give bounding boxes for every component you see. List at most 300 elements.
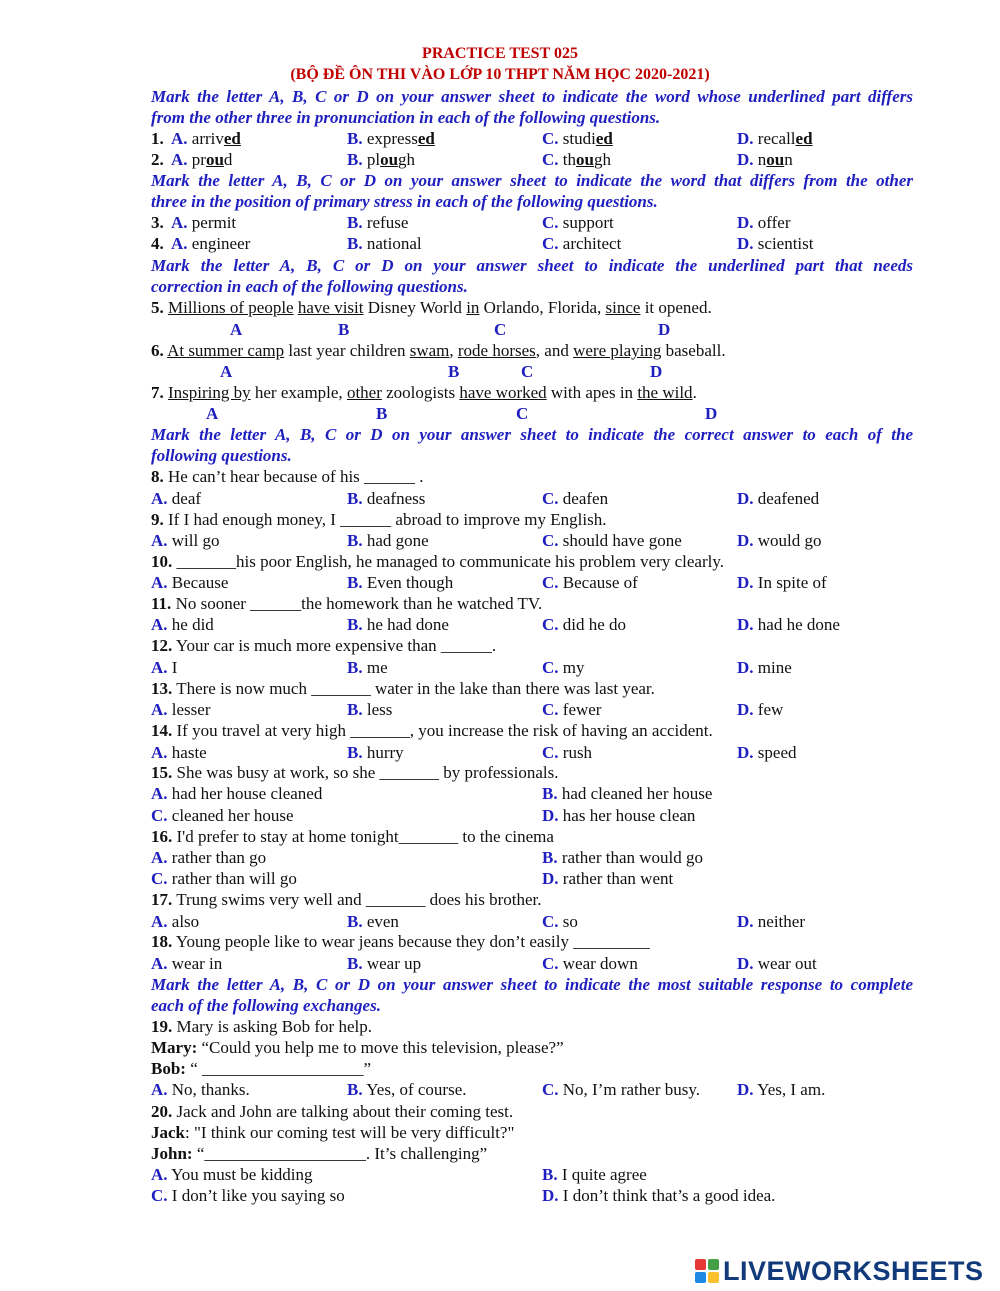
option-c[interactable] <box>542 530 682 551</box>
question-number: 4. <box>151 234 164 253</box>
underlined-part: ed <box>223 129 241 148</box>
instruction-correct-line1: Mark the letter A, B, C or D on your answer sheet to indicate the correct answer to each of the <box>151 425 913 444</box>
option-a[interactable] <box>151 657 177 678</box>
option-letter: D. <box>737 658 754 677</box>
option-text: so <box>562 912 578 931</box>
option-text: engineer <box>191 234 251 253</box>
option-letter: B. <box>347 213 363 232</box>
option-letter: D. <box>542 806 559 825</box>
option-letter: D. <box>737 150 754 169</box>
option-a[interactable] <box>151 1079 250 1100</box>
sentence-text: with apes in <box>546 383 638 402</box>
option-letter: A. <box>151 573 168 592</box>
option-letter: C. <box>542 573 559 592</box>
question-2 <box>151 149 913 170</box>
option-a[interactable] <box>151 783 322 804</box>
option-c[interactable] <box>542 742 592 763</box>
option-a[interactable] <box>171 212 236 233</box>
option-d[interactable] <box>737 614 840 635</box>
option-letter: A. <box>171 129 188 148</box>
option-letter: B. <box>347 234 363 253</box>
speaker-text: : "I think our coming test will be very difficult?" <box>185 1123 515 1142</box>
option-text: would go <box>757 531 822 550</box>
page-subtitle: (BỘ ĐỀ ÔN THI VÀO LỚP 10 THPT NĂM HỌC 2020-2021) <box>290 66 710 83</box>
question-12-stem <box>151 635 913 656</box>
option-text: lesser <box>171 700 211 719</box>
option-letter: A. <box>151 489 168 508</box>
question-number: 14. <box>151 721 173 740</box>
option-text: national <box>366 234 422 253</box>
option-text: permit <box>191 213 237 232</box>
option-text: wear out <box>757 954 817 973</box>
speaker-text: “Could you help me to move this television, please?” <box>197 1038 564 1057</box>
option-letter: B. <box>347 615 363 634</box>
sentence-text: , <box>449 341 458 360</box>
option-letter: A. <box>151 658 168 677</box>
option-letter: A. <box>151 848 168 867</box>
option-letter: C. <box>542 658 559 677</box>
option-a[interactable] <box>151 953 222 974</box>
option-d[interactable] <box>737 1079 825 1100</box>
instruction-stress-line2: three in the position of primary stress in each of the following questions. <box>151 192 658 211</box>
option-letter: D. <box>542 869 559 888</box>
option-b[interactable] <box>347 149 415 170</box>
option-letter: B. <box>347 129 363 148</box>
underlined-part: ou <box>576 150 594 169</box>
option-a[interactable] <box>151 699 211 720</box>
question-1 <box>151 128 913 149</box>
option-d[interactable] <box>542 1185 775 1206</box>
question-text: He can’t hear because of his ______ . <box>168 467 424 486</box>
instruction-pronunciation-line2: from the other three in pronunciation in each of the following questions. <box>151 108 661 127</box>
option-letter: A. <box>151 700 168 719</box>
speaker-name: John: <box>151 1144 193 1163</box>
option-letter: A. <box>151 615 168 634</box>
option-letter: D. <box>737 743 754 762</box>
label-c: C <box>516 404 529 423</box>
question-text: Mary is asking Bob for help. <box>176 1017 372 1036</box>
option-letter: B. <box>542 848 558 867</box>
option-d[interactable] <box>737 128 813 149</box>
logo-text: LIVEWORKSHEETS <box>723 1255 984 1286</box>
option-c[interactable] <box>542 572 638 593</box>
option-text: Because of <box>562 573 638 592</box>
option-a[interactable] <box>151 1164 313 1185</box>
option-a[interactable] <box>151 911 199 932</box>
underlined-part-b[interactable]: other <box>346 383 382 402</box>
page-title: PRACTICE TEST 025 <box>422 45 578 62</box>
option-letter: D. <box>737 129 754 148</box>
question-text: There is now much _______ water in the lake than there was last year. <box>176 679 655 698</box>
question-text: She was busy at work, so she _______ by professionals. <box>176 763 559 782</box>
question-number: 15. <box>151 763 173 782</box>
speaker-name: Mary: <box>151 1038 198 1057</box>
underlined-part: ed <box>595 129 613 148</box>
option-letter: C. <box>542 234 559 253</box>
option-letter: C. <box>542 1080 559 1099</box>
option-c[interactable] <box>542 953 638 974</box>
question-number: 9. <box>151 510 164 529</box>
question-number: 1. <box>151 129 164 148</box>
option-a[interactable] <box>151 572 228 593</box>
option-d[interactable] <box>737 530 822 551</box>
option-text: studi <box>562 129 596 148</box>
underlined-part-d[interactable]: since <box>605 298 641 317</box>
question-number: 19. <box>151 1017 173 1036</box>
option-letter: A. <box>151 1165 168 1184</box>
option-text: recall <box>757 129 796 148</box>
question-number: 18. <box>151 932 173 951</box>
option-text: had gone <box>366 531 429 550</box>
option-text: had cleaned her house <box>561 784 713 803</box>
underlined-part-d[interactable]: were playing <box>573 341 662 360</box>
option-letter: C. <box>542 129 559 148</box>
option-text: I don’t think that’s a good idea. <box>562 1186 776 1205</box>
option-a[interactable] <box>151 488 201 509</box>
option-text: th <box>562 150 577 169</box>
question-text: If you travel at very high _______, you increase the risk of having an accident. <box>176 721 713 740</box>
option-c[interactable] <box>542 911 578 932</box>
option-b[interactable] <box>347 572 453 593</box>
option-text: has her house clean <box>562 806 696 825</box>
question-number: 8. <box>151 467 164 486</box>
question-number: 12. <box>151 636 173 655</box>
question-text: Your car is much more expensive than ______. <box>175 636 497 655</box>
question-19-speaker-1 <box>151 1037 913 1058</box>
question-10-stem <box>151 551 913 572</box>
option-letter: D. <box>737 1080 754 1099</box>
question-text: Jack and John are talking about their coming test. <box>176 1102 514 1121</box>
option-a[interactable] <box>151 742 207 763</box>
option-text: rather than go <box>171 848 267 867</box>
instruction-pronunciation-line1: Mark the letter A, B, C or D on your answer sheet to indicate the word whose underlined part differs <box>151 87 913 106</box>
option-text: hurry <box>366 743 404 762</box>
option-letter: B. <box>347 700 363 719</box>
option-text: rush <box>562 743 593 762</box>
instruction-stress-line1: Mark the letter A, B, C or D on your answer sheet to indicate the word that differs from the other <box>151 171 913 190</box>
speaker-name: Bob: <box>151 1059 186 1078</box>
option-text: deafened <box>757 489 820 508</box>
option-letter: A. <box>151 784 168 803</box>
question-number: 20. <box>151 1102 173 1121</box>
option-letter: B. <box>347 1080 363 1099</box>
question-number: 5. <box>151 298 164 317</box>
option-c[interactable] <box>542 699 601 720</box>
option-c[interactable] <box>542 1079 700 1100</box>
question-19-speaker-2 <box>151 1058 913 1079</box>
label-b: B <box>448 362 460 381</box>
option-b[interactable] <box>542 847 703 868</box>
option-letter: C. <box>542 912 559 931</box>
option-d[interactable] <box>737 657 792 678</box>
option-letter: C. <box>542 531 559 550</box>
sentence-text: baseball. <box>661 341 726 360</box>
option-a[interactable] <box>151 614 214 635</box>
option-text: few <box>757 700 784 719</box>
option-letter: D. <box>737 234 754 253</box>
option-text: had he done <box>757 615 840 634</box>
option-b[interactable] <box>542 783 712 804</box>
option-letter: A. <box>171 234 188 253</box>
option-b[interactable] <box>347 614 449 635</box>
option-text: I don’t like you saying so <box>171 1186 345 1205</box>
option-c[interactable] <box>542 614 626 635</box>
option-letter: A. <box>151 743 168 762</box>
option-text: refuse <box>366 213 409 232</box>
option-text: n <box>784 150 793 169</box>
sentence-text: it opened. <box>640 298 712 317</box>
option-a[interactable] <box>151 530 219 551</box>
option-a[interactable] <box>171 233 250 254</box>
option-text: d <box>223 150 233 169</box>
question-18-stem <box>151 931 913 952</box>
question-number: 11. <box>151 594 172 613</box>
label-c: C <box>521 362 534 381</box>
underlined-part-d[interactable]: the wild <box>637 383 693 402</box>
option-d[interactable] <box>737 699 783 720</box>
option-d[interactable] <box>737 572 827 593</box>
question-number: 10. <box>151 552 173 571</box>
sentence-text: her example, <box>250 383 347 402</box>
option-text: pl <box>366 150 381 169</box>
option-c[interactable] <box>151 1185 345 1206</box>
label-b: B <box>338 320 350 339</box>
option-text: haste <box>171 743 207 762</box>
instruction-correct-line2: following questions. <box>151 446 292 465</box>
question-text: If I had enough money, I ______ abroad to improve my English. <box>168 510 607 529</box>
option-text: No, I’m rather busy. <box>562 1080 701 1099</box>
option-b[interactable] <box>347 911 399 932</box>
option-b[interactable] <box>347 1079 466 1100</box>
option-d[interactable] <box>737 953 817 974</box>
option-letter: D. <box>737 489 754 508</box>
option-text: wear up <box>366 954 422 973</box>
underlined-part: ed <box>795 129 813 148</box>
option-b[interactable] <box>347 128 435 149</box>
option-text: me <box>366 658 388 677</box>
label-a: A <box>220 362 233 381</box>
underlined-part-c[interactable]: have worked <box>459 383 547 402</box>
option-b[interactable] <box>347 233 422 254</box>
speaker-text: “ ___________________” <box>185 1059 372 1078</box>
option-letter: D. <box>737 531 754 550</box>
option-text: scientist <box>757 234 814 253</box>
underlined-part: ed <box>417 129 435 148</box>
underlined-part-c[interactable]: rode horses <box>457 341 536 360</box>
underlined-part-b[interactable]: have visit <box>297 298 364 317</box>
instruction-correction-line2: correction in each of the following questions. <box>151 277 468 296</box>
question-number: 2. <box>151 150 164 169</box>
underlined-part: ou <box>205 150 224 169</box>
option-text: offer <box>757 213 791 232</box>
sentence-text: zoologists <box>381 383 460 402</box>
question-6 <box>151 340 913 361</box>
question-20-stem <box>151 1101 913 1122</box>
sentence-text: . <box>692 383 697 402</box>
question-7 <box>151 382 913 403</box>
option-text: mine <box>757 658 792 677</box>
liveworksheets-logo[interactable] <box>695 1256 984 1286</box>
option-text: rather than went <box>562 869 674 888</box>
label-d: D <box>658 320 671 339</box>
option-letter: B. <box>347 150 363 169</box>
option-b[interactable] <box>347 212 408 233</box>
option-c[interactable] <box>542 233 621 254</box>
instruction-response-line1: Mark the letter A, B, C or D on your answer sheet to indicate the most suitable response to complete <box>151 975 913 994</box>
option-c[interactable] <box>151 868 297 889</box>
question-text: _______his poor English, he managed to communicate his problem very clearly. <box>176 552 724 571</box>
option-text: support <box>562 213 614 232</box>
option-c[interactable] <box>542 212 614 233</box>
option-b[interactable] <box>347 488 425 509</box>
logo-icon <box>695 1259 719 1283</box>
question-8-stem <box>151 466 913 487</box>
label-d: D <box>705 404 718 423</box>
option-letter: C. <box>542 743 559 762</box>
option-b[interactable] <box>347 742 404 763</box>
question-text: Young people like to wear jeans because they don’t easily _________ <box>175 932 650 951</box>
option-text: also <box>171 912 200 931</box>
option-letter: C. <box>151 1186 168 1205</box>
question-text: Trung swims very well and _______ does his brother. <box>176 890 542 909</box>
option-text: neither <box>757 912 805 931</box>
option-letter: B. <box>347 743 363 762</box>
question-13-stem <box>151 678 913 699</box>
question-number: 3. <box>151 213 164 232</box>
option-text: n <box>757 150 767 169</box>
option-text: rather than will go <box>171 869 297 888</box>
underlined-part-c[interactable]: in <box>466 298 480 317</box>
option-letter: B. <box>347 912 363 931</box>
question-9-stem <box>151 509 913 530</box>
label-c: C <box>494 320 507 339</box>
option-text: Because <box>171 573 229 592</box>
option-d[interactable] <box>737 742 797 763</box>
option-c[interactable] <box>542 128 613 149</box>
option-letter: B. <box>347 954 363 973</box>
sentence-text: , and <box>535 341 574 360</box>
instruction-response-line2: each of the following exchanges. <box>151 996 381 1015</box>
underlined-part: ou <box>380 150 399 169</box>
option-b[interactable] <box>542 1164 647 1185</box>
question-4 <box>151 233 913 254</box>
underlined-part-a[interactable]: Inspiring by <box>168 383 251 402</box>
underlined-part-a[interactable]: At summer camp <box>167 341 285 360</box>
instruction-correction-line1: Mark the letter A, B, C or D on your answer sheet to indicate the underlined part that needs <box>151 256 913 275</box>
underlined-part-a[interactable]: Millions of people <box>168 298 294 317</box>
speaker-name: Jack <box>151 1123 185 1142</box>
sentence-text: Orlando, Florida, <box>479 298 606 317</box>
question-text: I'd prefer to stay at home tonight_______ to the cinema <box>176 827 554 846</box>
option-d[interactable] <box>737 149 793 170</box>
label-b: B <box>376 404 388 423</box>
option-letter: B. <box>347 573 363 592</box>
question-14-stem <box>151 720 913 741</box>
option-letter: A. <box>151 531 168 550</box>
option-b[interactable] <box>347 953 421 974</box>
option-letter: A. <box>171 213 188 232</box>
option-letter: B. <box>542 1165 558 1184</box>
option-d[interactable] <box>737 233 814 254</box>
option-c[interactable] <box>151 805 294 826</box>
option-text: deafness <box>366 489 426 508</box>
option-letter: D. <box>737 912 754 931</box>
question-3 <box>151 212 913 233</box>
option-text: wear down <box>562 954 638 973</box>
label-a: A <box>206 404 219 423</box>
question-5 <box>151 297 913 318</box>
question-16-stem <box>151 826 913 847</box>
option-b[interactable] <box>347 699 392 720</box>
option-letter: C. <box>542 700 559 719</box>
option-text: he did <box>171 615 214 634</box>
option-text: deafen <box>562 489 609 508</box>
option-a[interactable] <box>151 847 266 868</box>
option-letter: B. <box>347 658 363 677</box>
option-letter: C. <box>151 806 168 825</box>
option-text: gh <box>593 150 611 169</box>
option-letter: B. <box>347 531 363 550</box>
option-c[interactable] <box>542 488 608 509</box>
option-letter: D. <box>737 213 754 232</box>
option-b[interactable] <box>347 530 429 551</box>
option-letter: C. <box>542 150 559 169</box>
option-text: fewer <box>562 700 602 719</box>
question-15-stem <box>151 762 913 783</box>
option-letter: A. <box>151 1080 168 1099</box>
option-text: I quite agree <box>561 1165 647 1184</box>
option-text: I <box>171 658 178 677</box>
option-letter: B. <box>347 489 363 508</box>
question-number: 16. <box>151 827 173 846</box>
option-d[interactable] <box>737 911 805 932</box>
label-d: D <box>650 362 663 381</box>
option-letter: D. <box>737 615 754 634</box>
question-number: 7. <box>151 383 164 402</box>
option-text: did he do <box>562 615 627 634</box>
question-number: 13. <box>151 679 173 698</box>
question-20-speaker-1 <box>151 1122 913 1143</box>
question-number: 6. <box>151 341 164 360</box>
option-letter: D. <box>737 700 754 719</box>
option-text: cleaned her house <box>171 806 294 825</box>
option-b[interactable] <box>347 657 388 678</box>
option-d[interactable] <box>737 212 791 233</box>
option-d[interactable] <box>737 488 819 509</box>
option-text: express <box>366 129 418 148</box>
option-letter: C. <box>542 213 559 232</box>
underlined-part-b[interactable]: swam <box>409 341 450 360</box>
option-letter: C. <box>542 615 559 634</box>
option-letter: D. <box>542 1186 559 1205</box>
question-20-speaker-2 <box>151 1143 913 1164</box>
option-letter: C. <box>151 869 168 888</box>
option-d[interactable] <box>542 805 695 826</box>
option-c[interactable] <box>542 149 611 170</box>
option-text: rather than would go <box>561 848 703 867</box>
option-text: should have gone <box>562 531 682 550</box>
option-letter: A. <box>151 954 168 973</box>
option-c[interactable] <box>542 657 585 678</box>
option-letter: D. <box>737 954 754 973</box>
option-text: less <box>366 700 393 719</box>
option-a[interactable] <box>171 128 241 149</box>
option-a[interactable] <box>171 149 232 170</box>
option-d[interactable] <box>542 868 673 889</box>
option-letter: A. <box>171 150 188 169</box>
option-letter: C. <box>542 489 559 508</box>
speaker-text: “___________________. It’s challenging” <box>192 1144 488 1163</box>
